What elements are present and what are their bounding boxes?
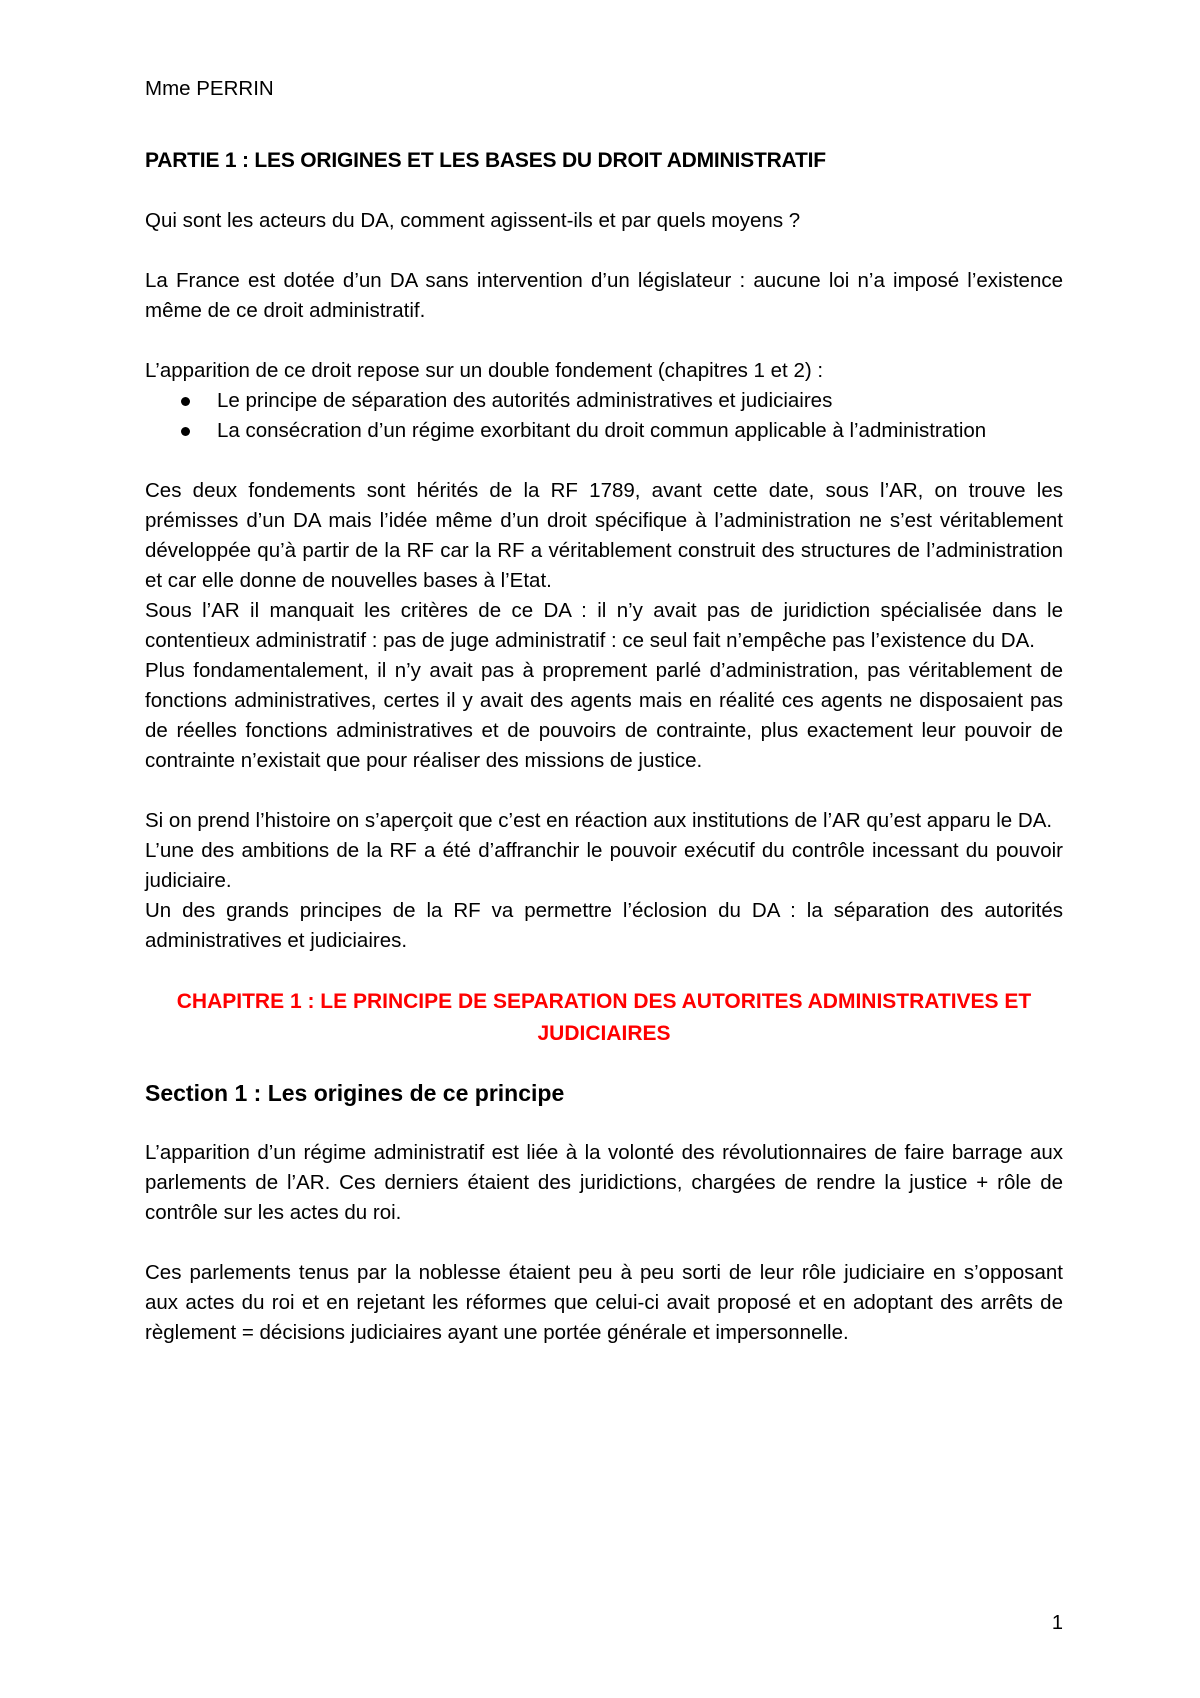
list-item (145, 386, 1063, 416)
paragraph-7: L’une des ambitions de la RF a été d’affranchir le pouvoir exécutif du contrôle incessant du pouvoir judiciaire. (145, 839, 1063, 892)
intro-question: Qui sont les acteurs du DA, comment agissent-ils et par quels moyens ? (145, 209, 801, 232)
list-item-text: Le principe de séparation des autorités administratives et judiciaires (217, 389, 833, 412)
paragraph-2-intro: L’apparition de ce droit repose sur un double fondement (chapitres 1 et 2) : (145, 359, 824, 382)
paragraph-8: Un des grands principes de la RF va permettre l’éclosion du DA : la séparation des autorités administratives et judiciaires. (145, 899, 1063, 952)
author-header: Mme PERRIN (145, 77, 274, 100)
list-item (145, 416, 1063, 446)
section-title: Section 1 : Les origines de ce principe (145, 1080, 565, 1106)
paragraph-6: Si on prend l’histoire on s’aperçoit que c’est en réaction aux institutions de l’AR qu’est apparu le DA. (145, 809, 1053, 832)
part-title: PARTIE 1 : LES ORIGINES ET LES BASES DU DROIT ADMINISTRATIF (145, 149, 826, 172)
paragraph-1: La France est dotée d’un DA sans intervention d’un législateur : aucune loi n’a imposé l’existence même de ce droit administratif. (145, 269, 1063, 322)
foundations-list (145, 386, 1063, 446)
paragraph-3: Ces deux fondements sont hérités de la RF 1789, avant cette date, sous l’AR, on trouve les prémisses d’un DA mais l’idée même d’un droit spécifique à l’administration ne s’est véritablement développée qu’à partir de la RF car la RF a véritablement construit des structures de l’administration et car elle donne de nouvelles bases à l’Etat. (145, 479, 1063, 592)
paragraph-9: L’apparition d’un régime administratif est liée à la volonté des révolutionnaires de faire barrage aux parlements de l’AR. Ces derniers étaient des juridictions, chargées de rendre la justice + rôle de contrôle sur les actes du roi. (145, 1141, 1063, 1224)
list-item-text: La consécration d’un régime exorbitant du droit commun applicable à l’administration (217, 419, 987, 442)
bullet-icon (181, 427, 190, 436)
page-number: 1 (1051, 1612, 1063, 1634)
paragraph-4: Sous l’AR il manquait les critères de ce DA : il n’y avait pas de juridiction spécialisée dans le contentieux administratif : pas de juge administratif : ce seul fait n’empêche pas l’existence du DA. (145, 599, 1063, 652)
bullet-icon (181, 397, 190, 406)
paragraph-10: Ces parlements tenus par la noblesse étaient peu à peu sorti de leur rôle judiciaire en s’opposant aux actes du roi et en rejetant les réformes que celui-ci avait proposé et en adoptant des arrêts de règlement = décisions judiciaires ayant une portée générale et impersonnelle. (145, 1261, 1063, 1344)
paragraph-5: Plus fondamentalement, il n’y avait pas à proprement parlé d’administration, pas véritablement de fonctions administratives, certes il y avait des agents mais en réalité ces agents ne disposaient pas de réelles fonctions administratives et de pouvoirs de contrainte, plus exactement leur pouvoir de contrainte n’existait que pour réaliser des missions de justice. (145, 659, 1063, 772)
document-body (145, 146, 1063, 1348)
chapter-title: CHAPITRE 1 : LE PRINCIPE DE SEPARATION DES AUTORITES ADMINISTRATIVES ET JUDICIAIRES (176, 990, 1032, 1045)
